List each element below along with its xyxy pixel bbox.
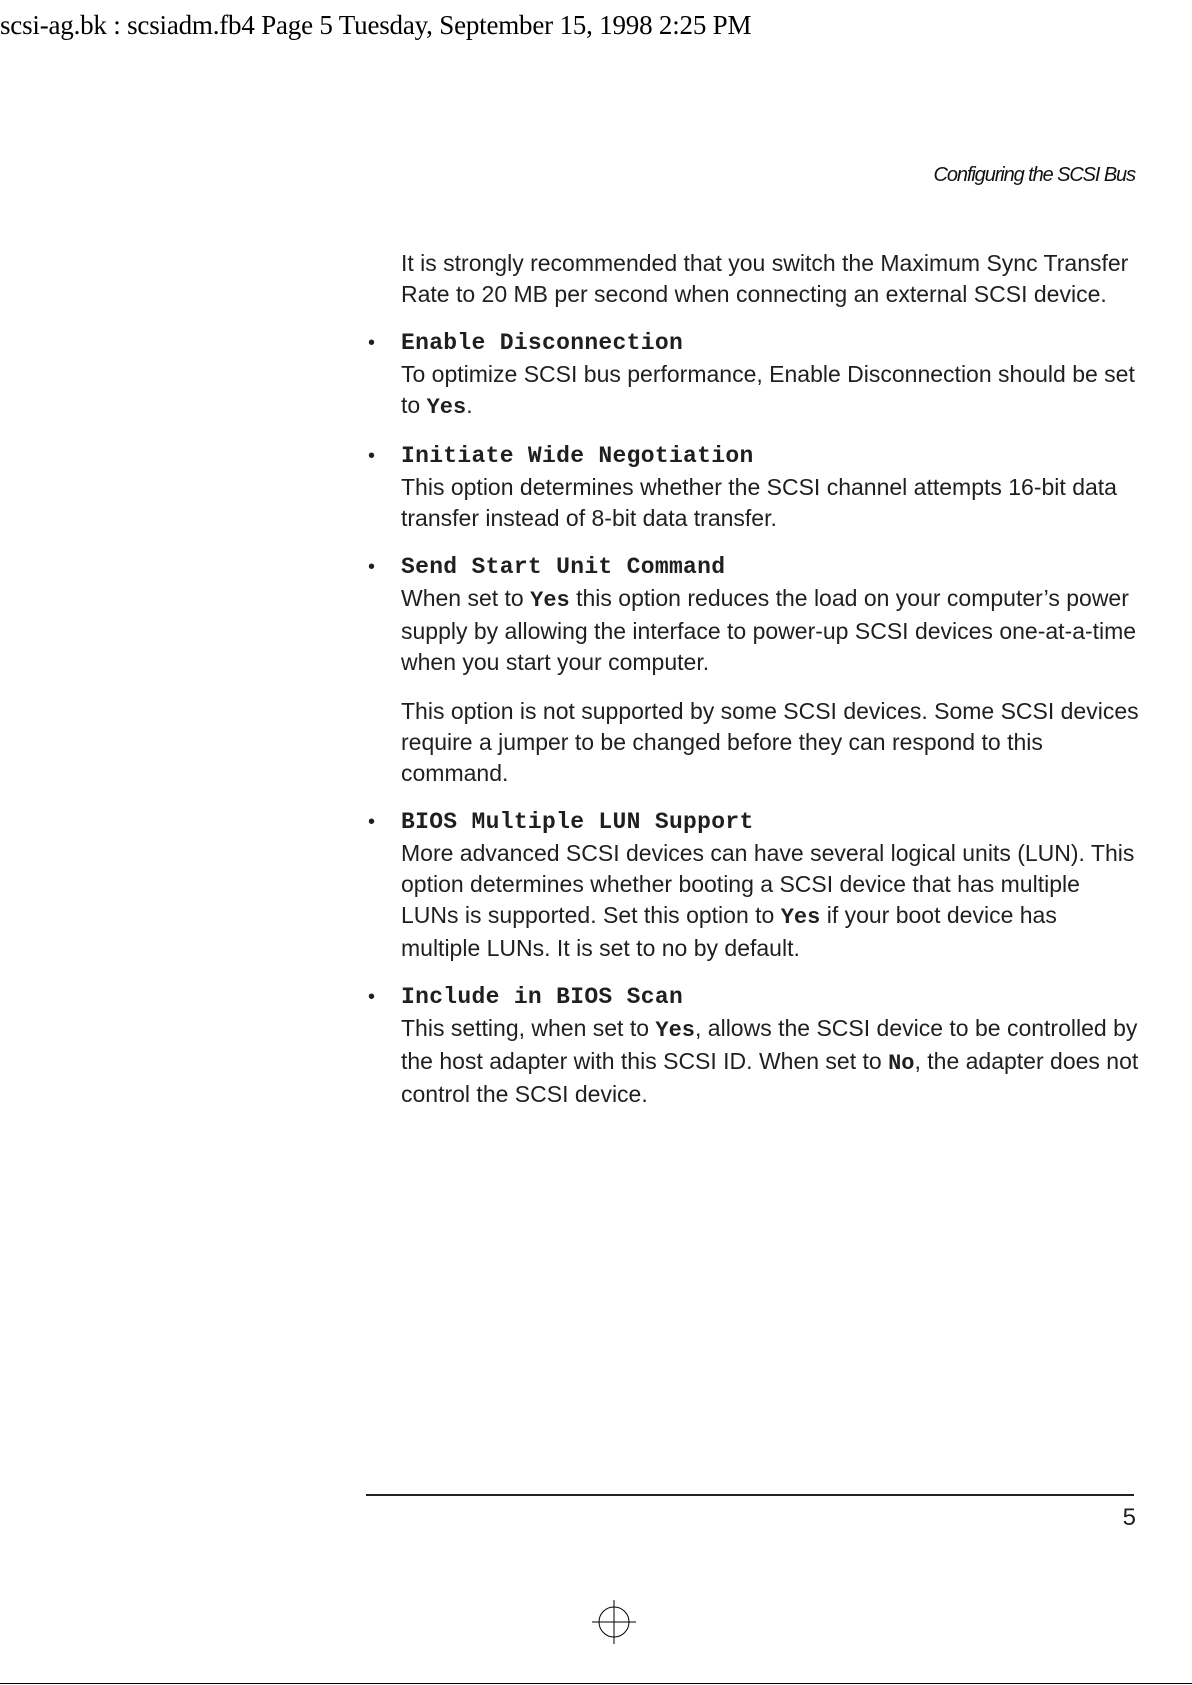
option-description: More advanced SCSI devices can have several logical units (LUN). This option determines whether booting a SCSI device that has multiple LUNs is supported. Set this option to Yes if your boot device has multiple LUNs. It is set to no by default.: [401, 840, 1135, 961]
bullet: •: [368, 556, 376, 578]
frame-header: scsi-ag.bk : scsiadm.fb4 Page 5 Tuesday, September 15, 1998 2:25 PM: [0, 10, 752, 40]
list-item-bios-scan: [368, 982, 1141, 1110]
keyword: Yes: [530, 588, 570, 613]
footer-rule: [366, 1494, 1134, 1496]
intro-paragraph: It is strongly recommended that you switch the Maximum Sync Transfer Rate to 20 MB per second when connecting an external SCSI device.: [401, 250, 1129, 307]
option-description: This setting, when set to Yes, allows the SCSI device to be controlled by the host adapter with this SCSI ID. When set to No, the adapter does not control the SCSI device.: [401, 1015, 1139, 1107]
option-title: Send Start Unit Command: [401, 554, 726, 580]
bullet: •: [368, 811, 376, 833]
keyword: Yes: [655, 1018, 696, 1043]
list-item-wide-negotiation: [368, 441, 1141, 534]
option-title: BIOS Multiple LUN Support: [401, 809, 754, 835]
option-description: When set to Yes this option reduces the load on your computer’s power supply by allowing the interface to power-up SCSI devices one-at-a-time when you start your computer.: [401, 585, 1137, 675]
option-title: Enable Disconnection: [401, 330, 684, 356]
bullet: •: [368, 332, 376, 354]
page-body: [368, 248, 1141, 1110]
bullet: •: [368, 445, 376, 467]
option-title: Include in BIOS Scan: [401, 984, 684, 1010]
registration-mark-icon: [592, 1600, 636, 1644]
option-description: This option determines whether the SCSI channel attempts 16-bit data transfer instead of 8-bit data transfer.: [401, 474, 1117, 531]
option-note: This option is not supported by some SCSI devices. Some SCSI devices require a jumper to be changed before they can respond to this command.: [401, 698, 1139, 786]
list-item-send-start-unit: [368, 552, 1141, 789]
option-description: To optimize SCSI bus performance, Enable Disconnection should be set to Yes.: [401, 361, 1135, 420]
list-item-bios-lun: [368, 807, 1141, 964]
keyword: No: [888, 1051, 915, 1076]
list-item-enable-disconnection: [368, 328, 1141, 423]
page-number: 5: [1122, 1504, 1136, 1531]
bullet: •: [368, 986, 376, 1008]
keyword: Yes: [780, 905, 821, 930]
bottom-trim-line: [0, 1683, 1192, 1684]
running-head: Configuring the SCSI Bus: [933, 164, 1135, 186]
option-title: Initiate Wide Negotiation: [401, 443, 754, 469]
keyword: Yes: [426, 395, 467, 420]
